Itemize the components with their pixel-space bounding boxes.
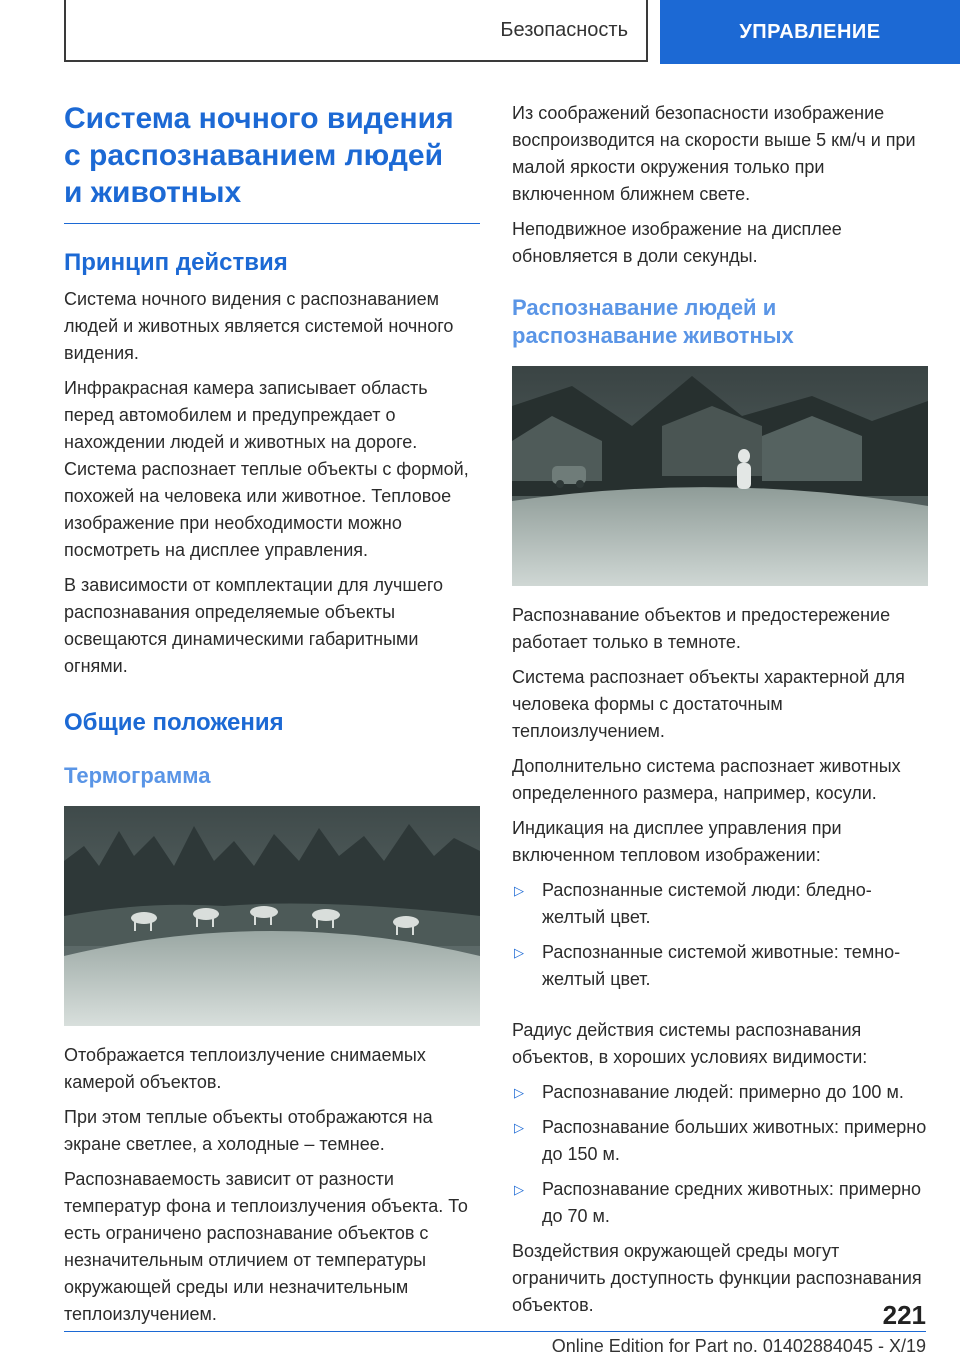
- triangle-bullet-icon: ▷: [514, 1085, 524, 1100]
- indication-list: [512, 877, 928, 993]
- footer-edition: Online Edition for Part no. 01402884045 - X/19: [551, 1336, 926, 1356]
- header-section-label: Безопасность: [500, 18, 628, 41]
- heading-thermogram: Термограмма: [64, 763, 211, 788]
- thermal-image-animals: [64, 806, 480, 1026]
- right-column: [512, 100, 928, 1319]
- heading-detection: Распознавание людей и распознавание животных: [512, 295, 794, 348]
- title-line-3: и животных: [64, 176, 242, 209]
- list-item: ▷ Распознанные системой животные: темно-желтый цвет.: [512, 939, 928, 993]
- paragraph-detection-dark: Распознавание объектов и предостережение работает только в темноте.: [512, 605, 891, 652]
- triangle-bullet-icon: ▷: [514, 1182, 524, 1197]
- paragraph-thermogram-1: Отображается теплоизлучение снимаемых камерой объектов.: [64, 1045, 426, 1092]
- heading-general: Общие положения: [64, 709, 284, 736]
- list-item: ▷ Распознавание больших животных: примерно до 150 м.: [512, 1114, 928, 1168]
- paragraph-detection-humans: Система распознает объекты характерной для человека формы с достаточным теплоизлучением.: [512, 667, 905, 741]
- paragraph-still-image: Неподвижное изображение на дисплее обновляется в доли секунды.: [512, 219, 842, 266]
- paragraph-indication: Индикация на дисплее управления при включенном тепловом изображении:: [512, 818, 842, 865]
- paragraph-thermogram-2: При этом теплые объекты отображаются на экране светлее, а холодные – темнее.: [64, 1107, 433, 1154]
- list-item: ▷ Распознавание средних животных: примерно до 70 м.: [512, 1176, 928, 1230]
- page-number: 221: [882, 1300, 926, 1330]
- triangle-bullet-icon: ▷: [514, 1120, 524, 1135]
- thermal-image-pedestrian: [512, 366, 928, 586]
- paragraph-safety: Из соображений безопасности изображение воспроизводится на скорости выше 5 км/ч и при малой яркости окружения только при включенном ближнем свете.: [512, 103, 916, 204]
- header-chapter-label: УПРАВЛЕНИЕ: [739, 20, 881, 43]
- title-line-1: Система ночного видения: [64, 102, 454, 135]
- paragraph-principle-2: Инфракрасная камера записывает область перед автомобилем и предупреждает о нахождении людей и животных на дороге. Система распознает теплые объекты с формой, похожей на человека или животное. Тепловое изображение при необходимости можно посмотреть на дисплее управления.: [64, 378, 469, 560]
- left-column: [64, 100, 480, 1328]
- page-title: [64, 100, 480, 224]
- footer-divider: [64, 1331, 926, 1332]
- paragraph-principle-3: В зависимости от комплектации для лучшего распознавания определяемые объекты освещаются динамическими габаритными огнями.: [64, 575, 444, 676]
- paragraph-principle-1: Система ночного видения с распознаванием людей и животных является системой ночного видения.: [64, 289, 454, 363]
- triangle-bullet-icon: ▷: [514, 883, 524, 898]
- header-section-tab: [64, 0, 648, 62]
- range-list: [512, 1079, 928, 1230]
- paragraph-environment: Воздействия окружающей среды могут ограничить доступность функции распознавания объектов.: [512, 1241, 922, 1315]
- paragraph-range: Радиус действия системы распознавания объектов, в хороших условиях видимости:: [512, 1020, 868, 1067]
- heading-principle: Принцип действия: [64, 249, 288, 276]
- list-item: ▷ Распознавание людей: примерно до 100 м.: [512, 1079, 928, 1106]
- title-line-2: с распознаванием людей: [64, 139, 444, 172]
- list-item: ▷ Распознанные системой люди: бледно-желтый цвет.: [512, 877, 928, 931]
- triangle-bullet-icon: ▷: [514, 945, 524, 960]
- header-chapter-tab: [660, 0, 960, 64]
- paragraph-thermogram-3: Распознаваемость зависит от разности температур фона и теплоизлучения объекта. То есть ограничено распознавание объектов с незначительным отличием от температуры окружающей среды или незначительным теплоизлучением.: [64, 1169, 468, 1324]
- paragraph-detection-animals: Дополнительно система распознает животных определенного размера, например, косули.: [512, 756, 901, 803]
